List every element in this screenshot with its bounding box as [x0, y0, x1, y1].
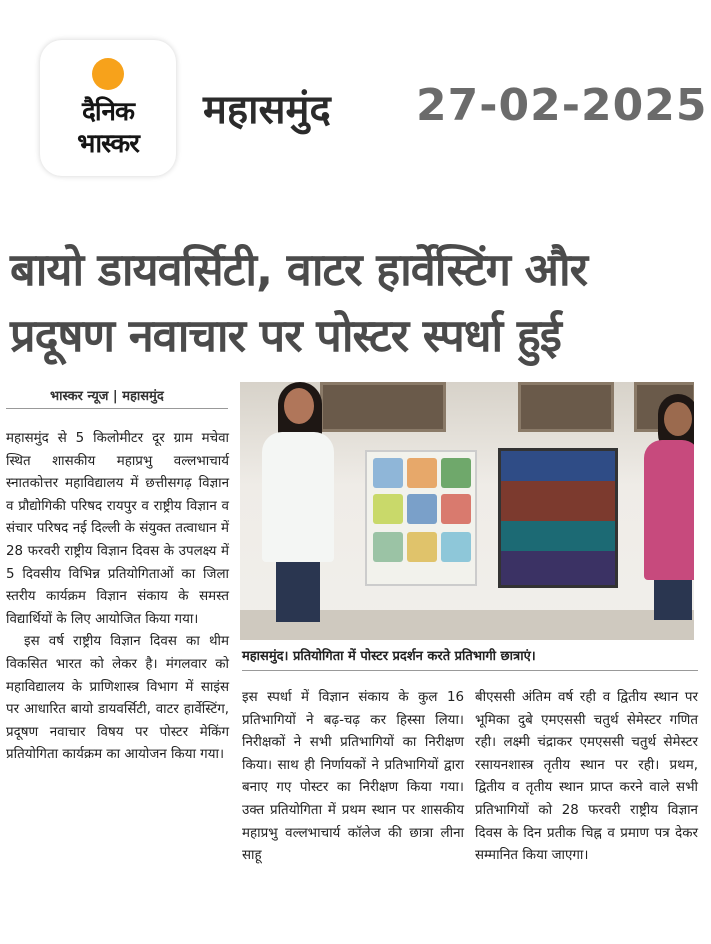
photo-caption: महासमुंद। प्रतियोगिता में पोस्टर प्रदर्शन करते प्रतिभागी छात्राएं।: [242, 649, 536, 664]
article-column-3: [475, 687, 698, 868]
sun-icon: [92, 58, 124, 90]
caption-rule: [242, 670, 698, 671]
logo-text-line2: भास्कर: [77, 129, 139, 159]
edition-city: महासमुंद: [203, 87, 331, 133]
poster-right: [498, 448, 618, 588]
article-column-2: [242, 687, 464, 868]
paragraph: इस वर्ष राष्ट्रीय विज्ञान दिवस का थीम विकसित भारत को लेकर है। मंगलवार को महाविद्यालय के प्राणिशास्त्र विभाग में साइंस पर आधारित बायो डायवर्सिटी, वाटर हार्वेस्टिंग, प्रदूषण नवाचार विषय पर पोस्टर मेकिंग प्रतियोगिता कार्यक्रम का आयोजन किया गया।: [6, 634, 229, 763]
logo-text-line1: दैनिक: [82, 97, 134, 127]
paragraph: महासमुंद से 5 किलोमीटर दूर ग्राम मचेवा स्थित शासकीय महाप्रभु वल्लभाचार्य स्नातकोत्तर महाविद्यालय में छत्तीसगढ़ विज्ञान व प्रौद्योगिकी परिषद रायपुर व राष्ट्रीय विज्ञान व संचार परिषद नई दिल्ली के संयुक्त तत्वाधान में 28 फरवरी राष्ट्रीय विज्ञान दिवस के उपलक्ष्य में 5 दिवसीय विभिन्न प्रतियोगिताओं का जिला स्तरीय कार्यक्रम विज्ञान संकाय के समस्त विद्यार्थियों के लिए आयोजित किया गया।: [6, 431, 229, 627]
edition-date: 27-02-2025: [416, 80, 708, 131]
byline-rule: [6, 408, 228, 409]
paragraph: बीएससी अंतिम वर्ष रही व द्वितीय स्थान पर भूमिका दुबे एमएससी चतुर्थ सेमेस्टर गणित रही। लक्ष्मी चंद्राकर एमएससी चतुर्थ सेमेस्टर रसायनशास्त्र तृतीय स्थान पर रही। प्रथम, द्वितीय व तृतीय स्थान प्राप्त करने वाले सभी प्रतिभागियों को 28 फरवरी राष्ट्रीय विज्ञान दिवस के दिन प्रतीक चिह्न व प्रमाण पत्र देकर सम्मानित किया जाएगा।: [475, 690, 698, 864]
article-photo: [240, 382, 694, 640]
newspaper-logo: [40, 40, 176, 176]
headline-line2: प्रदूषण नवाचार पर पोस्टर स्पर्धा हुई: [10, 309, 561, 362]
headline-line1: बायो डायवर्सिटी, वाटर हार्वेस्टिंग और: [10, 243, 588, 296]
poster-left: [365, 450, 477, 586]
article-column-1: [6, 428, 229, 767]
paragraph: इस स्पर्धा में विज्ञान संकाय के कुल 16 प्रतिभागियों ने बढ़-चढ़ कर हिस्सा लिया। निरीक्षकों ने सभी प्रतिभागियों का निरीक्षण किया। साथ ही निर्णायकों ने प्रतिभागियों द्वारा बनाए गए पोस्टर का निरीक्षण किया गया। उक्त प्रतियोगिता में प्रथम स्थान पर शासकीय महाप्रभु वल्लभाचार्य कॉलेज की छात्रा लीना साहू: [242, 690, 464, 864]
byline: भास्कर न्यूज | महासमुंद: [50, 389, 164, 404]
